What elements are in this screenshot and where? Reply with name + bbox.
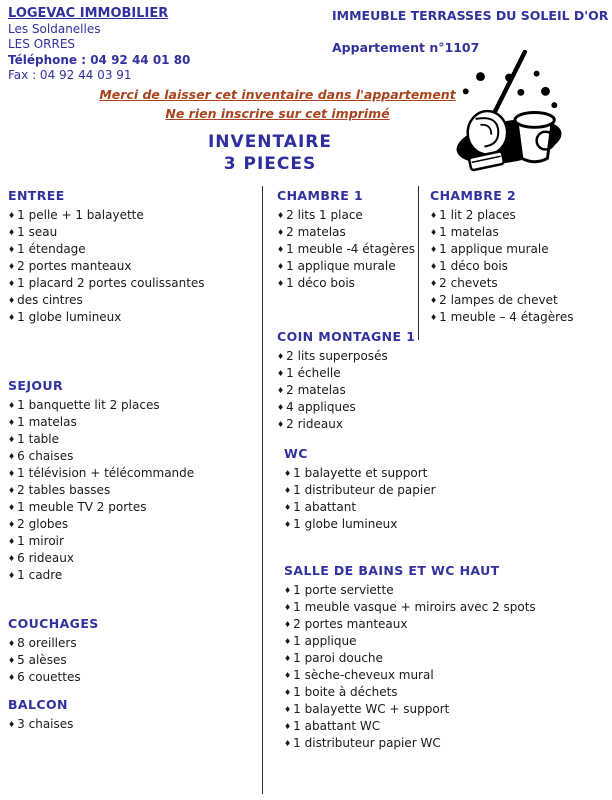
item-text: 6 couettes	[17, 670, 81, 684]
item-text: 1 globe lumineux	[293, 517, 398, 531]
bullet-icon: ♦	[430, 279, 438, 288]
list-item	[284, 465, 607, 482]
item-text: 1 placard 2 portes coulissantes	[17, 276, 205, 290]
item-text: 1 boite à déchets	[293, 685, 398, 699]
item-text: 2 lampes de chevet	[439, 293, 558, 307]
bullet-icon: ♦	[284, 586, 292, 595]
bullet-icon: ♦	[8, 245, 16, 254]
list-item	[284, 684, 607, 701]
agency-phone: Téléphone : 04 92 44 01 80	[8, 52, 191, 67]
bullet-icon: ♦	[277, 352, 285, 361]
list-item	[284, 616, 607, 633]
list-item	[284, 633, 607, 650]
bullet-icon: ♦	[8, 503, 16, 512]
item-text: 2 matelas	[286, 383, 346, 397]
list-item	[277, 348, 607, 365]
section-sejour	[8, 378, 260, 584]
list-item	[8, 224, 260, 241]
item-list	[430, 207, 610, 326]
section-header: BALCON	[8, 697, 68, 712]
list-item	[277, 365, 607, 382]
bullet-icon: ♦	[284, 739, 292, 748]
section-header: CHAMBRE 1	[277, 188, 364, 203]
item-text: 2 lits superposés	[286, 349, 388, 363]
item-text: des cintres	[17, 293, 83, 307]
item-text: 6 rideaux	[17, 551, 74, 565]
item-text: 2 matelas	[286, 225, 346, 239]
bullet-icon: ♦	[284, 671, 292, 680]
list-item	[8, 533, 260, 550]
building-name: IMMEUBLE TERRASSES DU SOLEIL D'OR	[332, 8, 609, 23]
apartment-number: Appartement n°1107	[332, 40, 480, 55]
column-3	[430, 188, 610, 326]
list-item	[8, 309, 260, 326]
item-list	[284, 465, 607, 533]
item-text: 5 alèses	[17, 653, 67, 667]
item-text: 1 télévision + télécommande	[17, 466, 195, 480]
list-item	[430, 224, 610, 241]
item-text: 1 table	[17, 432, 60, 446]
item-list	[8, 635, 260, 686]
bullet-icon: ♦	[8, 296, 16, 305]
bullet-icon: ♦	[284, 620, 292, 629]
item-text: 2 tables basses	[17, 483, 111, 497]
item-text: 4 appliques	[286, 400, 356, 414]
list-item	[8, 292, 260, 309]
building-block	[332, 8, 608, 55]
list-item	[284, 499, 607, 516]
list-item	[430, 309, 610, 326]
list-item	[277, 382, 607, 399]
list-item	[8, 258, 260, 275]
item-text: 1 banquette lit 2 places	[17, 398, 160, 412]
list-item	[430, 275, 610, 292]
list-item	[8, 716, 260, 733]
list-item	[8, 635, 260, 652]
list-item	[284, 718, 607, 735]
bullet-icon: ♦	[277, 279, 285, 288]
bullet-icon: ♦	[277, 245, 285, 254]
bullet-icon: ♦	[284, 469, 292, 478]
item-list	[8, 716, 260, 733]
bullet-icon: ♦	[430, 296, 438, 305]
agency-block	[8, 6, 190, 84]
item-list	[277, 348, 607, 433]
item-text: 1 miroir	[17, 534, 64, 548]
item-text: 1 seau	[17, 225, 58, 239]
column-divider-left	[262, 186, 263, 794]
section-couchages	[8, 616, 260, 686]
bullet-icon: ♦	[277, 420, 285, 429]
item-text: 1 déco bois	[439, 259, 508, 273]
list-item	[284, 735, 607, 752]
list-item	[430, 258, 610, 275]
item-text: 1 globe lumineux	[17, 310, 122, 324]
agency-address-line1: Les Soldanelles	[8, 21, 101, 36]
item-list	[8, 207, 260, 326]
list-item	[8, 499, 260, 516]
item-text: 2 lits 1 place	[286, 208, 363, 222]
item-text: 1 balayette WC + support	[293, 702, 450, 716]
list-item	[8, 448, 260, 465]
section-salle-de-bains	[284, 563, 607, 752]
item-text: 1 déco bois	[286, 276, 355, 290]
list-item	[8, 431, 260, 448]
mop-and-bucket-icon	[448, 50, 576, 178]
bullet-icon: ♦	[277, 211, 285, 220]
item-text: 1 matelas	[439, 225, 499, 239]
item-text: 1 cadre	[17, 568, 63, 582]
item-text: 1 abattant	[293, 500, 357, 514]
list-item	[8, 669, 260, 686]
bullet-icon: ♦	[430, 245, 438, 254]
agency-address-line2: LES ORRES	[8, 37, 76, 51]
bullet-icon: ♦	[277, 403, 285, 412]
bullet-icon: ♦	[8, 435, 16, 444]
list-item	[284, 701, 607, 718]
bullet-icon: ♦	[284, 637, 292, 646]
bullet-icon: ♦	[8, 520, 16, 529]
section-header: SEJOUR	[8, 378, 63, 393]
notice-line-1: Merci de laisser cet inventaire dans l'appartement	[99, 87, 456, 102]
bullet-icon: ♦	[277, 386, 285, 395]
section-chambre-2	[430, 188, 610, 326]
list-item	[8, 465, 260, 482]
section-header: COIN MONTAGNE 1	[277, 329, 416, 344]
list-item	[8, 207, 260, 224]
section-balcon	[8, 697, 260, 733]
bullet-icon: ♦	[8, 720, 16, 729]
item-list	[8, 397, 260, 584]
list-item	[8, 550, 260, 567]
list-item	[430, 292, 610, 309]
item-text: 2 chevets	[439, 276, 498, 290]
notice-line-2: Ne rien inscrire sur cet imprimé	[165, 106, 390, 121]
list-item	[277, 399, 607, 416]
item-text: 1 porte serviette	[293, 583, 394, 597]
section-header: WC	[284, 446, 308, 461]
item-text: 1 applique murale	[286, 259, 396, 273]
item-text: 2 portes manteaux	[293, 617, 408, 631]
list-item	[284, 582, 607, 599]
bullet-icon: ♦	[284, 603, 292, 612]
item-text: 3 chaises	[17, 717, 74, 731]
bullet-icon: ♦	[284, 688, 292, 697]
bullet-icon: ♦	[284, 503, 292, 512]
list-item	[8, 397, 260, 414]
title-line-2: 3 PIECES	[223, 154, 317, 174]
bullet-icon: ♦	[277, 228, 285, 237]
section-header: SALLE DE BAINS ET WC HAUT	[284, 563, 500, 578]
section-wc	[284, 446, 607, 533]
item-text: 1 paroi douche	[293, 651, 383, 665]
bullet-icon: ♦	[277, 262, 285, 271]
bullet-icon: ♦	[8, 639, 16, 648]
section-header: ENTREE	[8, 188, 65, 203]
bullet-icon: ♦	[8, 228, 16, 237]
bullet-icon: ♦	[8, 469, 16, 478]
section-entree	[8, 188, 260, 326]
item-text: 1 meuble -4 étagères	[286, 242, 415, 256]
bullet-icon: ♦	[284, 486, 292, 495]
bullet-icon: ♦	[8, 673, 16, 682]
list-item	[8, 516, 260, 533]
list-item	[8, 414, 260, 431]
list-item	[8, 652, 260, 669]
item-text: 2 portes manteaux	[17, 259, 132, 273]
item-text: 1 meuble TV 2 portes	[17, 500, 147, 514]
bullet-icon: ♦	[284, 520, 292, 529]
list-item	[277, 416, 607, 433]
bullet-icon: ♦	[8, 313, 16, 322]
list-item	[284, 650, 607, 667]
item-text: 6 chaises	[17, 449, 74, 463]
section-coin-montagne-1	[277, 329, 607, 433]
agency-fax: Fax : 04 92 44 03 91	[8, 68, 132, 82]
item-text: 2 globes	[17, 517, 69, 531]
list-item	[8, 241, 260, 258]
bullet-icon: ♦	[284, 722, 292, 731]
bullet-icon: ♦	[8, 418, 16, 427]
list-item	[8, 482, 260, 499]
list-item	[8, 567, 260, 584]
item-text: 1 balayette et support	[293, 466, 428, 480]
bullet-icon: ♦	[8, 401, 16, 410]
section-header: COUCHAGES	[8, 616, 99, 631]
item-text: 1 abattant WC	[293, 719, 381, 733]
list-item	[284, 599, 607, 616]
item-text: 8 oreillers	[17, 636, 77, 650]
item-text: 1 étendage	[17, 242, 86, 256]
item-text: 2 rideaux	[286, 417, 343, 431]
list-item	[284, 516, 607, 533]
list-item	[8, 275, 260, 292]
item-text: 1 meuble – 4 étagères	[439, 310, 574, 324]
list-item	[430, 241, 610, 258]
bullet-icon: ♦	[277, 369, 285, 378]
bullet-icon: ♦	[8, 486, 16, 495]
column-1	[8, 188, 260, 733]
bullet-icon: ♦	[8, 211, 16, 220]
list-item	[430, 207, 610, 224]
section-header: CHAMBRE 2	[430, 188, 517, 203]
bullet-icon: ♦	[284, 705, 292, 714]
list-item	[284, 482, 607, 499]
item-text: 1 matelas	[17, 415, 77, 429]
item-text: 1 distributeur papier WC	[293, 736, 441, 750]
item-list	[284, 582, 607, 752]
item-text: 1 applique murale	[439, 242, 549, 256]
bullet-icon: ♦	[8, 554, 16, 563]
bullet-icon: ♦	[430, 228, 438, 237]
bullet-icon: ♦	[430, 211, 438, 220]
bullet-icon: ♦	[8, 452, 16, 461]
bullet-icon: ♦	[8, 571, 16, 580]
item-text: 1 échelle	[286, 366, 341, 380]
list-item	[284, 667, 607, 684]
item-text: 1 lit 2 places	[439, 208, 516, 222]
bullet-icon: ♦	[8, 656, 16, 665]
item-text: 1 meuble vasque + miroirs avec 2 spots	[293, 600, 536, 614]
bullet-icon: ♦	[8, 279, 16, 288]
bullet-icon: ♦	[284, 654, 292, 663]
bullet-icon: ♦	[430, 262, 438, 271]
item-text: 1 distributeur de papier	[293, 483, 436, 497]
item-text: 1 applique	[293, 634, 357, 648]
bullet-icon: ♦	[8, 537, 16, 546]
item-text: 1 pelle + 1 balayette	[17, 208, 144, 222]
bullet-icon: ♦	[430, 313, 438, 322]
bullet-icon: ♦	[8, 262, 16, 271]
item-text: 1 sèche-cheveux mural	[293, 668, 434, 682]
agency-name: LOGEVAC IMMOBILIER	[8, 6, 169, 21]
title-line-1: INVENTAIRE	[207, 132, 332, 152]
